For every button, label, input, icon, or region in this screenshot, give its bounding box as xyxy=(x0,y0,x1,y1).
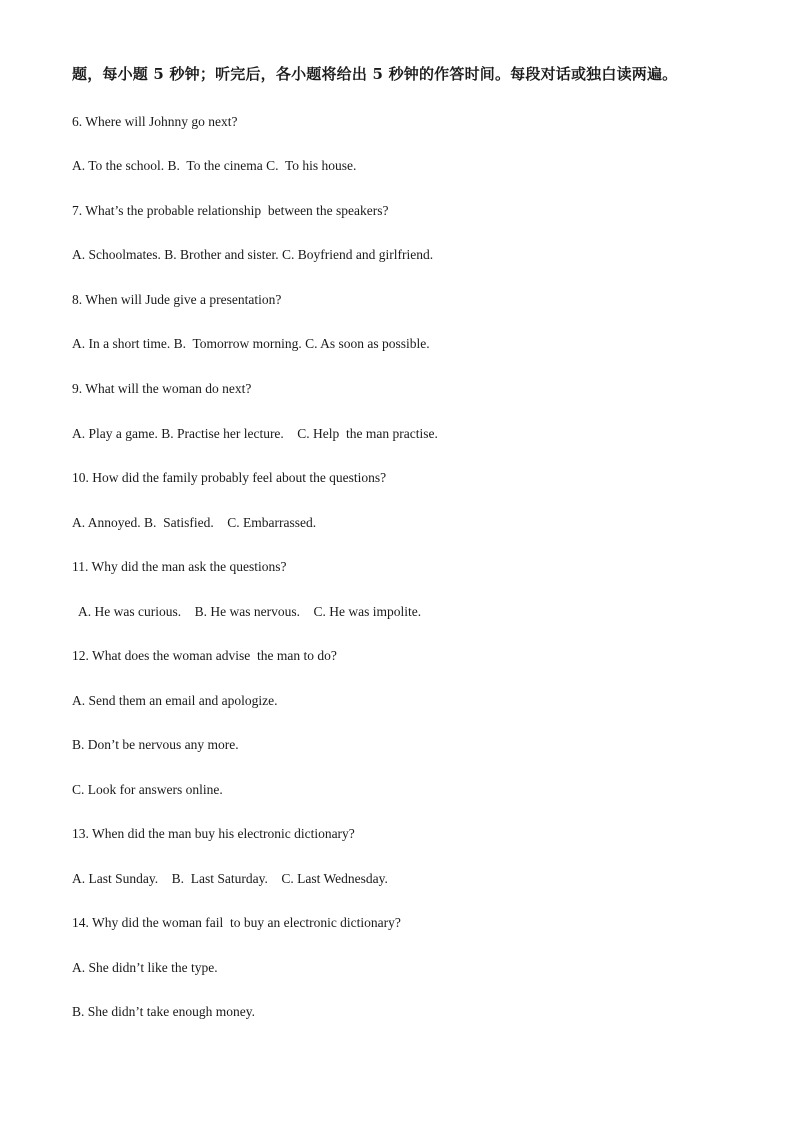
question-13-options: A. Last Sunday. B. Last Saturday. C. Last Wednesday. xyxy=(72,871,388,886)
section-instructions: 题，每小题 5 秒钟；听完后，各小题将给出 5 秒钟的作答时间。每段对话或独白读两遍。 xyxy=(72,65,678,83)
question-11: 11. Why did the man ask the questions? xyxy=(72,559,287,574)
question-8-options: A. In a short time. B. Tomorrow morning. C. As soon as possible. xyxy=(72,336,430,351)
question-12-option-c: C. Look for answers online. xyxy=(72,782,223,797)
question-14: 14. Why did the woman fail to buy an electronic dictionary? xyxy=(72,915,401,930)
question-8: 8. When will Jude give a presentation? xyxy=(72,292,282,307)
question-7-options: A. Schoolmates. B. Brother and sister. C. Boyfriend and girlfriend. xyxy=(72,247,434,262)
question-14-option-a: A. She didn’t like the type. xyxy=(72,960,218,975)
question-9: 9. What will the woman do next? xyxy=(72,381,252,396)
question-9-options: A. Play a game. B. Practise her lecture. C. Help the man practise. xyxy=(72,426,438,441)
question-12-option-b: B. Don’t be nervous any more. xyxy=(72,737,239,752)
question-6: 6. Where will Johnny go next? xyxy=(72,114,238,129)
question-12: 12. What does the woman advise the man to do? xyxy=(72,648,337,663)
question-14-option-b: B. She didn’t take enough money. xyxy=(72,1004,255,1019)
question-12-option-a: A. Send them an email and apologize. xyxy=(72,693,278,708)
question-7: 7. What’s the probable relationship between the speakers? xyxy=(72,203,389,218)
question-13: 13. When did the man buy his electronic dictionary? xyxy=(72,826,355,841)
question-11-options: A. He was curious. B. He was nervous. C. He was impolite. xyxy=(72,604,422,619)
question-6-options: A. To the school. B. To the cinema C. To his house. xyxy=(72,158,357,173)
question-10-options: A. Annoyed. B. Satisfied. C. Embarrassed. xyxy=(72,515,317,530)
question-10: 10. How did the family probably feel about the questions? xyxy=(72,470,387,485)
